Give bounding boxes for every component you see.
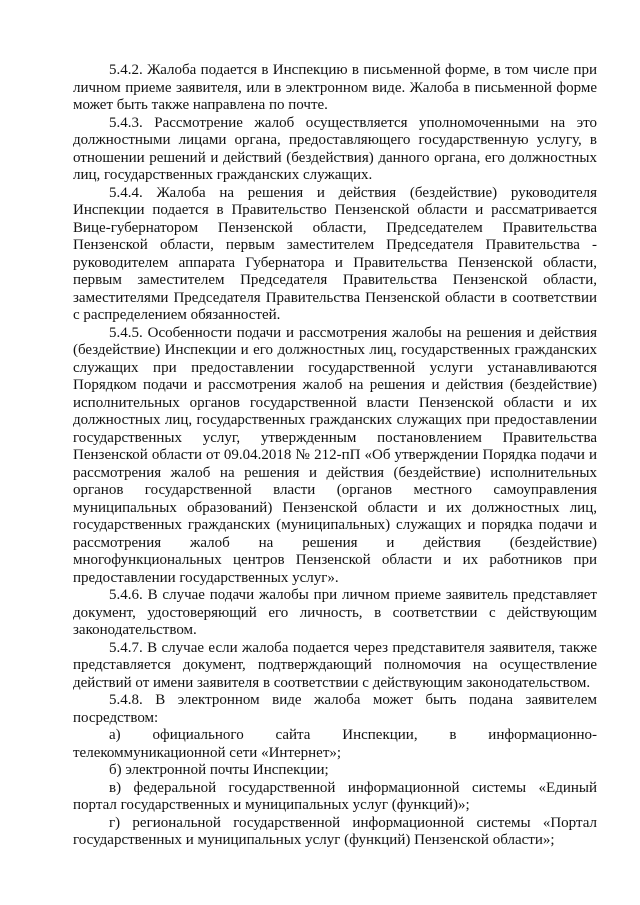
paragraph-5-4-5: 5.4.5. Особенности подачи и рассмотрения жалобы на решения и действия (бездействие) Инспекции и его должностных лиц, государственных гражданских служащих при предоставлении государственной услуги устанавливаются Порядком подачи и рассмотрения жалоб на решения и действия (бездействие) исполнительных органов государственной власти Пензенской области и их должностных лиц, государственных гражданских служащих при предоставлении государственных услуг, утвержденным постановлением Правительства Пензенской области от 09.04.2018 № 212-пП «Об утверждении Порядка подачи и рассмотрения жалоб на решения и действия (бездействие) исполнительных органов государственной власти (органов местного самоуправления муниципальных образований) Пензенской области и их должностных лиц, государственных гражданских (муниципальных) служащих и порядка подачи и рассмотрения жалоб на решения и действия (бездействие) многофункциональных центров Пензенской области и их работников при предоставлении государственных услуг». [73,324,597,586]
paragraph-5-4-8: 5.4.8. В электронном виде жалоба может быть подана заявителем посредством: [73,692,597,726]
list-item-a: а) официального сайта Инспекции, в информационно-телекоммуникационной сети «Интернет»; [73,727,597,761]
list-item-g: г) региональной государственной информационной системы «Портал государственных и муниципальных услуг (функций) Пензенской области»; [73,814,597,848]
paragraph-5-4-3: 5.4.3. Рассмотрение жалоб осуществляется уполномоченными на это должностными лицами органа, предоставляющего государственную услугу, в отношении решений и действий (бездействия) данного органа, его должностных лиц, государственных гражданских служащих. [73,114,597,183]
list-item-v: в) федеральной государственной информационной системы «Единый портал государственных и муниципальных услуг (функций)»; [73,779,597,813]
list-item-b: б) электронной почты Инспекции; [109,762,329,778]
paragraph-5-4-2: 5.4.2. Жалоба подается в Инспекцию в письменной форме, в том числе при личном приеме заявителя, или в электронном виде. Жалоба в письменной форме может быть также направлена по почте. [73,62,597,113]
paragraph-5-4-4: 5.4.4. Жалоба на решения и действия (бездействие) руководителя Инспекции подается в Правительство Пензенской области и рассматривается Вице-губернатором Пензенской области, Председателем Правительства Пензенской области, первым заместителем Председателя Правительства - руководителем аппарата Губернатора и Правительства Пензенской области, первым заместителем Председателя Правительства Пензенской области, заместителями Председателя Правительства Пензенской области в соответствии с распределением обязанностей. [73,184,597,323]
paragraph-5-4-7: 5.4.7. В случае если жалоба подается через представителя заявителя, также представляется документ, подтверждающий полномочия на осуществление действий от имени заявителя в соответствии с действующим законодательством. [73,639,597,691]
paragraph-5-4-6: 5.4.6. В случае подачи жалобы при личном приеме заявитель представляет документ, удостоверяющий его личность, в соответствии с действующим законодательством. [73,587,597,638]
document-page [73,62,597,850]
